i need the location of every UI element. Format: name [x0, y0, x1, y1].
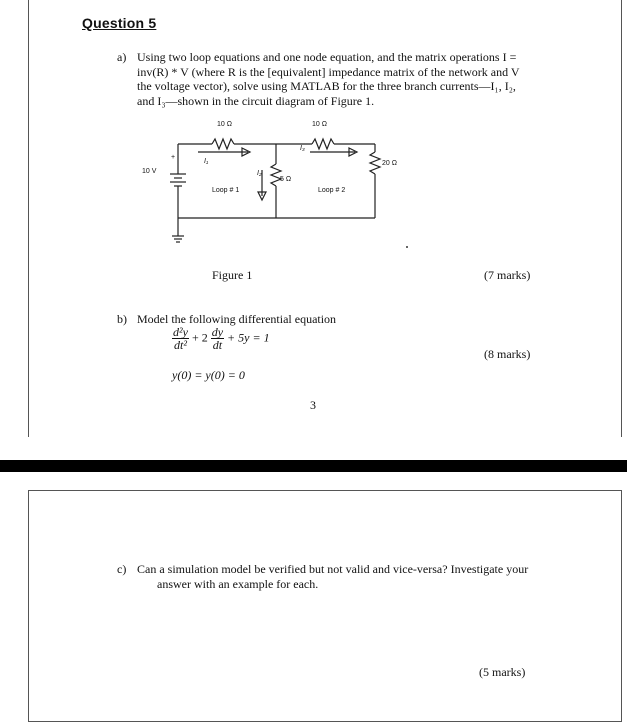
dy-numerator: dy: [211, 325, 224, 339]
differential-equation: [172, 326, 270, 351]
exam-page-2: [28, 490, 622, 722]
source-plus-label: +: [171, 154, 176, 161]
resistor-2: [312, 139, 334, 149]
source-label: 10 V: [142, 168, 157, 175]
resistor-4-label: 20 Ω: [382, 160, 397, 167]
part-b-text: Model the following differential equation: [137, 312, 337, 326]
part-a-marks: (7 marks): [484, 268, 531, 282]
d2y-numerator: d²y: [173, 325, 188, 339]
part-a-label: a): [117, 50, 127, 64]
stray-dot: [406, 246, 408, 248]
current-i3-label: I₃: [300, 145, 305, 152]
part-a-text: [137, 50, 557, 108]
page-number: 3: [310, 398, 316, 412]
part-a-line-1: Using two loop equations and one node equation, and the matrix operations I =: [137, 50, 517, 64]
dt2-denominator: dt²: [174, 338, 187, 352]
dt-denominator: dt: [212, 338, 223, 352]
loop-2-label: Loop # 2: [318, 187, 346, 194]
initial-conditions: y(0) = y(0) = 0: [172, 368, 245, 382]
page-separator: [0, 460, 627, 472]
part-a-line-4: and I₃—shown in the circuit diagram of Figure 1.: [137, 93, 375, 108]
d2y-dt2-fraction: [172, 326, 189, 351]
resistor-1: [212, 139, 234, 149]
current-i1-label: I₁: [204, 158, 209, 165]
loop-1-label: Loop # 1: [212, 187, 240, 194]
resistor-1-label: 10 Ω: [217, 121, 232, 128]
part-c-line-2: answer with an example for each.: [157, 576, 319, 591]
part-a-line-2: inv(R) * V (where R is the [equivalent] impedance matrix of the network and V: [137, 64, 520, 79]
eq-plus-two: + 2: [191, 330, 208, 345]
question-title: Question 5: [82, 15, 157, 31]
page-gap: [0, 437, 627, 460]
current-i2-label: I₂: [257, 170, 262, 177]
resistor-2-label: 10 Ω: [312, 121, 327, 128]
circuit-diagram: [140, 112, 397, 247]
part-c-text: [137, 562, 557, 591]
part-b-label: b): [117, 312, 127, 326]
part-a-line-3: the voltage vector), solve using MATLAB for the three branch currents—I₁, I₂,: [137, 79, 516, 93]
eq-rest: + 5y = 1: [227, 330, 270, 345]
part-b-marks: (8 marks): [484, 347, 531, 361]
figure-caption: Figure 1: [212, 268, 253, 282]
part-c-marks: (5 marks): [479, 665, 526, 679]
resistor-3-label: 5 Ω: [280, 176, 292, 183]
dy-dt-fraction: [211, 326, 224, 351]
part-c-line-1: Can a simulation model be verified but not valid and vice-versa? Investigate your: [137, 562, 529, 576]
part-c-label: c): [117, 562, 127, 576]
resistor-4: [370, 152, 380, 174]
